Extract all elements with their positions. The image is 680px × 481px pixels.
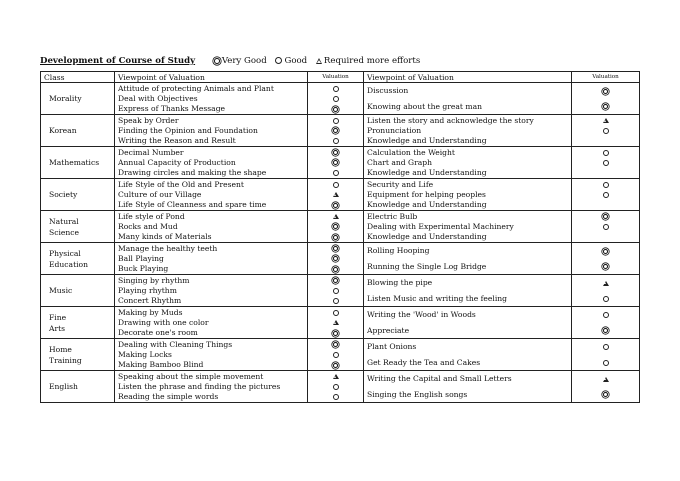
left-viewpoint-cell xyxy=(115,371,308,403)
very-good-icon xyxy=(333,342,338,347)
viewpoint-item: Manage the healthy teeth xyxy=(118,243,218,253)
viewpoint-item: Drawing with one color xyxy=(118,317,209,327)
valuation-mark xyxy=(333,286,339,295)
valuation-mark xyxy=(603,310,609,319)
required-icon xyxy=(333,374,339,379)
class-name: Music xyxy=(49,286,73,295)
left-valuation-cell xyxy=(308,211,364,243)
legend-very-good: Very Good xyxy=(212,56,267,66)
valuation-mark xyxy=(333,232,338,241)
valuation-mark xyxy=(603,148,609,157)
table-row xyxy=(41,243,640,275)
viewpoint-item: Ball Playing xyxy=(118,253,164,263)
viewpoint-item: Knowledge and Understanding xyxy=(367,136,487,146)
good-icon xyxy=(603,150,609,156)
valuation-mark xyxy=(603,180,609,189)
valuation-mark xyxy=(603,102,608,111)
class-name: Physical xyxy=(49,248,81,258)
valuation-mark xyxy=(333,212,339,221)
valuation-mark xyxy=(333,296,339,305)
valuation-mark xyxy=(603,390,608,399)
good-icon xyxy=(603,360,609,366)
right-valuation-cell xyxy=(572,275,640,307)
right-valuation-cell xyxy=(572,211,640,243)
left-valuation-cell xyxy=(308,115,364,147)
valuation-mark xyxy=(333,94,339,103)
table-row xyxy=(41,83,640,115)
viewpoint-item: Concert Rhythm xyxy=(118,296,182,306)
viewpoint-item: Attitude of protecting Animals and Plant xyxy=(118,83,274,93)
left-valuation-cell xyxy=(308,339,364,371)
good-icon xyxy=(333,394,339,400)
left-viewpoint-cell xyxy=(115,147,308,179)
legend-required: Required more efforts xyxy=(316,56,420,66)
good-icon xyxy=(603,182,609,188)
very-good-icon xyxy=(603,104,608,109)
required-icon xyxy=(316,58,322,64)
class-cell xyxy=(41,147,115,179)
class-name: Education xyxy=(49,259,89,269)
header-row xyxy=(41,72,640,83)
viewpoint-item: Making by Muds xyxy=(118,307,183,317)
valuation-mark xyxy=(333,254,338,263)
good-icon xyxy=(603,296,609,302)
viewpoint-item: Blowing the pipe xyxy=(367,278,433,288)
right-viewpoint-cell xyxy=(364,339,572,371)
viewpoint-item: Writing the 'Wood' in Woods xyxy=(367,310,476,320)
good-icon xyxy=(603,224,609,230)
left-viewpoint-cell xyxy=(115,179,308,211)
viewpoint-item: Speak by Order xyxy=(118,115,179,125)
viewpoint-item: Life style of Pond xyxy=(118,211,185,221)
viewpoint-item: Speaking about the simple movement xyxy=(118,371,264,381)
valuation-mark xyxy=(333,148,338,157)
valuation-mark xyxy=(603,212,608,221)
valuation-mark xyxy=(333,126,338,135)
right-viewpoint-cell xyxy=(364,275,572,307)
very-good-icon xyxy=(603,328,608,333)
very-good-icon xyxy=(603,392,608,397)
valuation-mark xyxy=(603,116,609,125)
class-cell xyxy=(41,211,115,243)
viewpoint-item: Playing rhythm xyxy=(118,285,177,295)
very-good-icon xyxy=(603,89,608,94)
valuation-mark xyxy=(333,318,339,327)
viewpoint-item: Calculation the Weight xyxy=(367,147,455,157)
valuation-mark xyxy=(333,190,339,199)
good-icon xyxy=(603,128,609,134)
right-valuation-cell xyxy=(572,371,640,403)
class-name: Home xyxy=(49,344,72,354)
left-valuation-cell xyxy=(308,83,364,115)
table-row xyxy=(41,211,640,243)
very-good-icon xyxy=(214,58,220,64)
valuation-mark xyxy=(603,262,608,271)
left-viewpoint-cell xyxy=(115,211,308,243)
class-cell xyxy=(41,371,115,403)
right-viewpoint-cell xyxy=(364,243,572,275)
class-name: Arts xyxy=(49,323,66,333)
table-row xyxy=(41,307,640,339)
viewpoint-item: Knowledge and Understanding xyxy=(367,200,487,210)
viewpoint-item: Discussion xyxy=(367,86,409,96)
right-valuation-cell xyxy=(572,115,640,147)
title-line xyxy=(40,56,426,66)
right-valuation-cell xyxy=(572,243,640,275)
valuation-mark xyxy=(333,340,338,349)
table-row xyxy=(41,179,640,211)
header-valuation-1: Valuation xyxy=(308,72,364,83)
left-viewpoint-cell xyxy=(115,115,308,147)
left-valuation-cell xyxy=(308,307,364,339)
good-icon xyxy=(333,384,339,390)
valuation-mark xyxy=(333,372,339,381)
left-viewpoint-cell xyxy=(115,307,308,339)
right-viewpoint-cell xyxy=(364,371,572,403)
valuation-mark xyxy=(333,328,338,337)
valuation-mark xyxy=(333,308,339,317)
viewpoint-item: Rolling Hooping xyxy=(367,246,430,256)
class-name: Korean xyxy=(49,126,77,135)
very-good-icon xyxy=(603,214,608,219)
valuation-mark xyxy=(333,392,339,401)
viewpoint-item: Reading the simple words xyxy=(118,392,219,402)
very-good-icon xyxy=(333,150,338,155)
very-good-icon xyxy=(333,128,338,133)
right-valuation-cell xyxy=(572,179,640,211)
table-row xyxy=(41,371,640,403)
legend-good: Good xyxy=(275,56,307,66)
table-row xyxy=(41,115,640,147)
left-valuation-cell xyxy=(308,179,364,211)
valuation-mark xyxy=(333,168,339,177)
right-viewpoint-cell xyxy=(364,211,572,243)
class-name: Fine xyxy=(49,312,67,322)
viewpoint-item: Decimal Number xyxy=(118,147,184,157)
valuation-table xyxy=(40,71,640,403)
left-viewpoint-cell xyxy=(115,243,308,275)
left-valuation-cell xyxy=(308,371,364,403)
viewpoint-item: Electric Bulb xyxy=(367,211,418,221)
good-icon xyxy=(603,344,609,350)
required-icon xyxy=(333,320,339,325)
very-good-icon xyxy=(333,267,338,272)
viewpoint-item: Rocks and Mud xyxy=(118,221,178,231)
viewpoint-item: Many kinds of Materials xyxy=(118,232,212,242)
class-cell xyxy=(41,115,115,147)
viewpoint-item: Knowledge and Understanding xyxy=(367,168,487,178)
required-icon xyxy=(603,118,609,123)
class-cell xyxy=(41,83,115,115)
left-viewpoint-cell xyxy=(115,275,308,307)
header-class: Class xyxy=(41,72,115,83)
viewpoint-item: Listen Music and writing the feeling xyxy=(367,293,508,303)
valuation-mark xyxy=(603,294,609,303)
valuation-mark xyxy=(603,126,609,135)
good-icon xyxy=(333,352,339,358)
good-icon xyxy=(275,57,282,64)
viewpoint-item: Life Style of Cleanness and spare time xyxy=(118,200,267,210)
viewpoint-item: Plant Onions xyxy=(367,342,417,352)
good-icon xyxy=(603,192,609,198)
class-cell xyxy=(41,179,115,211)
viewpoint-item: Chart and Graph xyxy=(367,157,432,167)
table-row xyxy=(41,275,640,307)
very-good-icon xyxy=(333,224,338,229)
class-cell xyxy=(41,307,115,339)
document-title: Development of Course of Study xyxy=(40,56,196,66)
viewpoint-item: Knowing about the great man xyxy=(367,101,482,111)
very-good-icon xyxy=(333,203,338,208)
viewpoint-item: Knowledge and Understanding xyxy=(367,232,487,242)
valuation-mark xyxy=(333,222,338,231)
valuation-mark xyxy=(603,326,608,335)
valuation-mark xyxy=(603,190,609,199)
good-icon xyxy=(333,310,339,316)
header-viewpoint-1: Viewpoint of Valuation xyxy=(115,72,308,83)
right-valuation-cell xyxy=(572,307,640,339)
viewpoint-item: Security and Life xyxy=(367,179,434,189)
viewpoint-item: Writing the Capital and Small Letters xyxy=(367,374,512,384)
valuation-mark xyxy=(603,246,608,255)
very-good-icon xyxy=(333,278,338,283)
good-icon xyxy=(603,160,609,166)
required-icon xyxy=(333,192,339,197)
class-cell xyxy=(41,243,115,275)
left-valuation-cell xyxy=(308,275,364,307)
class-name: Science xyxy=(49,227,80,237)
very-good-icon xyxy=(333,331,338,336)
header-viewpoint-2: Viewpoint of Valuation xyxy=(364,72,572,83)
valuation-mark xyxy=(333,276,338,285)
viewpoint-item: Dealing with Experimental Machinery xyxy=(367,221,514,231)
required-icon xyxy=(603,281,609,286)
viewpoint-item: Singing the English songs xyxy=(367,389,468,399)
valuation-mark xyxy=(603,86,608,95)
viewpoint-item: Buck Playing xyxy=(118,264,169,274)
valuation-mark xyxy=(603,358,609,367)
good-icon xyxy=(333,170,339,176)
right-valuation-cell xyxy=(572,147,640,179)
viewpoint-item: Annual Capacity of Production xyxy=(118,157,236,167)
viewpoint-item: Decorate one's room xyxy=(118,328,198,338)
viewpoint-item: Equipment for helping peoples xyxy=(367,189,486,199)
right-viewpoint-cell xyxy=(364,83,572,115)
valuation-mark xyxy=(333,350,339,359)
very-good-icon xyxy=(333,235,338,240)
valuation-mark xyxy=(603,222,609,231)
viewpoint-item: Listen the phrase and finding the pictures xyxy=(118,381,281,391)
required-icon xyxy=(333,214,339,219)
left-valuation-cell xyxy=(308,243,364,275)
good-icon xyxy=(333,288,339,294)
valuation-mark xyxy=(333,116,339,125)
viewpoint-item: Culture of our Village xyxy=(118,189,202,199)
very-good-icon xyxy=(603,249,608,254)
viewpoint-item: Running the Single Log Bridge xyxy=(367,261,487,271)
viewpoint-item: Drawing circles and making the shape xyxy=(118,168,267,178)
class-name: Training xyxy=(49,355,82,365)
good-icon xyxy=(333,182,339,188)
left-viewpoint-cell xyxy=(115,339,308,371)
valuation-mark xyxy=(333,84,339,93)
right-viewpoint-cell xyxy=(364,307,572,339)
valuation-mark xyxy=(603,342,609,351)
good-icon xyxy=(333,96,339,102)
viewpoint-item: Singing by rhythm xyxy=(118,275,190,285)
viewpoint-item: Pronunciation xyxy=(367,125,422,135)
valuation-mark xyxy=(333,382,339,391)
valuation-mark xyxy=(333,180,339,189)
class-name: English xyxy=(49,382,78,391)
good-icon xyxy=(333,86,339,92)
very-good-icon xyxy=(333,363,338,368)
good-icon xyxy=(333,298,339,304)
very-good-icon xyxy=(333,107,338,112)
right-viewpoint-cell xyxy=(364,179,572,211)
very-good-icon xyxy=(333,160,338,165)
good-icon xyxy=(603,312,609,318)
valuation-mark xyxy=(333,104,338,113)
valuation-mark xyxy=(333,200,338,209)
table-body xyxy=(41,83,640,403)
class-name: Natural xyxy=(49,216,79,226)
right-viewpoint-cell xyxy=(364,147,572,179)
left-viewpoint-cell xyxy=(115,83,308,115)
table-row xyxy=(41,147,640,179)
very-good-icon xyxy=(333,256,338,261)
valuation-mark xyxy=(333,244,338,253)
valuation-mark xyxy=(333,136,339,145)
required-icon xyxy=(603,377,609,382)
viewpoint-item: Get Ready the Tea and Cakes xyxy=(367,357,481,367)
good-icon xyxy=(333,138,339,144)
table-row xyxy=(41,339,640,371)
class-cell xyxy=(41,339,115,371)
valuation-mark xyxy=(333,264,338,273)
viewpoint-item: Writing the Reason and Result xyxy=(118,136,236,146)
class-name: Morality xyxy=(49,94,82,103)
right-viewpoint-cell xyxy=(364,115,572,147)
valuation-mark xyxy=(333,158,338,167)
viewpoint-item: Appreciate xyxy=(367,325,410,335)
viewpoint-item: Life Style of the Old and Present xyxy=(118,179,244,189)
left-valuation-cell xyxy=(308,147,364,179)
valuation-mark xyxy=(603,374,609,383)
viewpoint-item: Finding the Opinion and Foundation xyxy=(118,125,258,135)
viewpoint-item: Listen the story and acknowledge the story xyxy=(367,115,534,125)
good-icon xyxy=(333,118,339,124)
viewpoint-item: Making Bamboo Blind xyxy=(118,360,204,370)
class-name: Mathematics xyxy=(49,158,100,167)
valuation-mark xyxy=(603,278,609,287)
right-valuation-cell xyxy=(572,339,640,371)
very-good-icon xyxy=(603,264,608,269)
viewpoint-item: Deal with Objectives xyxy=(118,93,198,103)
viewpoint-item: Express of Thanks Message xyxy=(118,104,226,114)
class-cell xyxy=(41,275,115,307)
viewpoint-item: Dealing with Cleaning Things xyxy=(118,339,233,349)
header-valuation-2: Valuation xyxy=(572,72,640,83)
valuation-mark xyxy=(603,158,609,167)
class-name: Society xyxy=(49,190,78,199)
valuation-mark xyxy=(333,360,338,369)
right-valuation-cell xyxy=(572,83,640,115)
very-good-icon xyxy=(333,246,338,251)
viewpoint-item: Making Locks xyxy=(118,349,172,359)
